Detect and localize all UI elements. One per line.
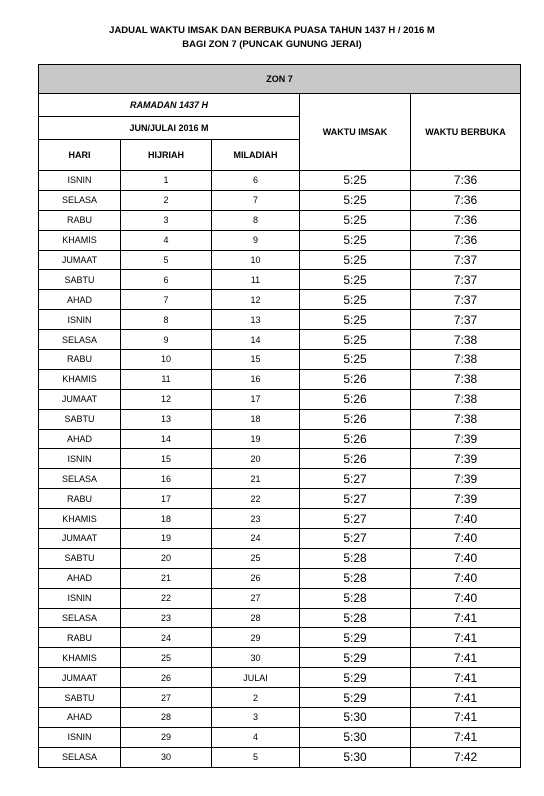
miladiah-cell: 19 <box>212 429 300 449</box>
table-row <box>39 369 521 389</box>
imsak-cell: 5:25 <box>300 270 411 290</box>
imsak-cell: 5:28 <box>300 548 411 568</box>
hari-cell: JUMAAT <box>39 250 121 270</box>
hari-cell: ISNIN <box>39 588 121 608</box>
hari-cell: AHAD <box>39 429 121 449</box>
hijriah-cell: 27 <box>121 688 212 708</box>
hijriah-cell: 13 <box>121 409 212 429</box>
table-row <box>39 668 521 688</box>
table-row <box>39 548 521 568</box>
hari-cell: JUMAAT <box>39 389 121 409</box>
berbuka-cell: 7:40 <box>411 509 521 529</box>
hijriah-column-header: HIJRIAH <box>121 140 212 171</box>
imsak-cell: 5:27 <box>300 509 411 529</box>
imsak-cell: 5:25 <box>300 350 411 370</box>
imsak-cell: 5:25 <box>300 290 411 310</box>
table-row <box>39 350 521 370</box>
hari-cell: ISNIN <box>39 171 121 191</box>
imsak-cell: 5:29 <box>300 648 411 668</box>
berbuka-cell: 7:38 <box>411 409 521 429</box>
imsak-cell: 5:28 <box>300 568 411 588</box>
hijriah-cell: 20 <box>121 548 212 568</box>
berbuka-cell: 7:39 <box>411 449 521 469</box>
table-row <box>39 628 521 648</box>
hijriah-cell: 21 <box>121 568 212 588</box>
hari-cell: KHAMIS <box>39 648 121 668</box>
table-row <box>39 747 521 767</box>
imsak-cell: 5:30 <box>300 727 411 747</box>
berbuka-cell: 7:36 <box>411 171 521 191</box>
imsak-cell: 5:25 <box>300 190 411 210</box>
berbuka-cell: 7:40 <box>411 529 521 549</box>
hari-cell: SABTU <box>39 409 121 429</box>
table-row <box>39 409 521 429</box>
imsak-cell: 5:25 <box>300 210 411 230</box>
hari-cell: SELASA <box>39 190 121 210</box>
table-row <box>39 270 521 290</box>
imsak-cell: 5:25 <box>300 230 411 250</box>
imsak-cell: 5:27 <box>300 489 411 509</box>
miladiah-cell: 28 <box>212 608 300 628</box>
hari-column-header: HARI <box>39 140 121 171</box>
imsak-cell: 5:25 <box>300 310 411 330</box>
miladiah-cell: 2 <box>212 688 300 708</box>
hari-cell: SELASA <box>39 330 121 350</box>
table-row <box>39 389 521 409</box>
imsak-column-header: WAKTU IMSAK <box>300 94 411 171</box>
hijriah-cell: 7 <box>121 290 212 310</box>
hijriah-cell: 23 <box>121 608 212 628</box>
hari-cell: AHAD <box>39 568 121 588</box>
imsak-cell: 5:26 <box>300 449 411 469</box>
table-row <box>39 529 521 549</box>
table-row <box>39 171 521 191</box>
hijriah-cell: 17 <box>121 489 212 509</box>
berbuka-cell: 7:37 <box>411 310 521 330</box>
hijriah-cell: 2 <box>121 190 212 210</box>
berbuka-cell: 7:41 <box>411 648 521 668</box>
hari-cell: KHAMIS <box>39 230 121 250</box>
berbuka-cell: 7:38 <box>411 330 521 350</box>
hari-cell: ISNIN <box>39 727 121 747</box>
table-row <box>39 489 521 509</box>
miladiah-cell: 3 <box>212 708 300 728</box>
hari-cell: SABTU <box>39 270 121 290</box>
table-row <box>39 509 521 529</box>
hijriah-cell: 10 <box>121 350 212 370</box>
table-row <box>39 568 521 588</box>
miladiah-cell: 17 <box>212 389 300 409</box>
table-row <box>39 648 521 668</box>
table-row <box>39 230 521 250</box>
hijriah-cell: 15 <box>121 449 212 469</box>
hijriah-cell: 6 <box>121 270 212 290</box>
berbuka-cell: 7:36 <box>411 230 521 250</box>
hijriah-cell: 8 <box>121 310 212 330</box>
table-row <box>39 469 521 489</box>
imsak-cell: 5:29 <box>300 628 411 648</box>
berbuka-cell: 7:38 <box>411 389 521 409</box>
imsak-cell: 5:25 <box>300 330 411 350</box>
table-row <box>39 588 521 608</box>
imsak-cell: 5:26 <box>300 429 411 449</box>
berbuka-cell: 7:38 <box>411 350 521 370</box>
hijriah-cell: 1 <box>121 171 212 191</box>
hari-cell: SABTU <box>39 548 121 568</box>
hari-cell: AHAD <box>39 708 121 728</box>
hijriah-cell: 12 <box>121 389 212 409</box>
berbuka-cell: 7:41 <box>411 608 521 628</box>
imsak-cell: 5:27 <box>300 529 411 549</box>
miladiah-cell: 29 <box>212 628 300 648</box>
berbuka-cell: 7:40 <box>411 568 521 588</box>
table-row <box>39 310 521 330</box>
miladiah-cell: JULAI <box>212 668 300 688</box>
schedule-table <box>38 64 521 768</box>
imsak-cell: 5:25 <box>300 250 411 270</box>
berbuka-cell: 7:37 <box>411 270 521 290</box>
imsak-cell: 5:30 <box>300 708 411 728</box>
table-row <box>39 429 521 449</box>
miladiah-cell: 6 <box>212 171 300 191</box>
imsak-cell: 5:26 <box>300 369 411 389</box>
hari-cell: KHAMIS <box>39 369 121 389</box>
miladiah-cell: 22 <box>212 489 300 509</box>
miladiah-cell: 26 <box>212 568 300 588</box>
hari-cell: RABU <box>39 210 121 230</box>
hijriah-cell: 25 <box>121 648 212 668</box>
hijriah-cell: 5 <box>121 250 212 270</box>
hijriah-cell: 30 <box>121 747 212 767</box>
hijriah-cell: 22 <box>121 588 212 608</box>
hari-cell: RABU <box>39 350 121 370</box>
miladiah-cell: 30 <box>212 648 300 668</box>
hari-cell: SABTU <box>39 688 121 708</box>
table-row <box>39 210 521 230</box>
miladiah-cell: 4 <box>212 727 300 747</box>
miladiah-cell: 12 <box>212 290 300 310</box>
hari-cell: RABU <box>39 628 121 648</box>
hari-cell: ISNIN <box>39 449 121 469</box>
berbuka-cell: 7:41 <box>411 708 521 728</box>
hari-cell: KHAMIS <box>39 509 121 529</box>
month-header: JUN/JULAI 2016 M <box>39 117 300 140</box>
table-row <box>39 449 521 469</box>
hijriah-cell: 14 <box>121 429 212 449</box>
miladiah-cell: 21 <box>212 469 300 489</box>
berbuka-cell: 7:40 <box>411 588 521 608</box>
table-row <box>39 608 521 628</box>
imsak-cell: 5:27 <box>300 469 411 489</box>
table-row <box>39 688 521 708</box>
berbuka-cell: 7:39 <box>411 489 521 509</box>
berbuka-column-header: WAKTU BERBUKA <box>411 94 521 171</box>
berbuka-cell: 7:41 <box>411 628 521 648</box>
miladiah-cell: 16 <box>212 369 300 389</box>
miladiah-cell: 20 <box>212 449 300 469</box>
hari-cell: SELASA <box>39 469 121 489</box>
imsak-cell: 5:28 <box>300 608 411 628</box>
hijriah-cell: 19 <box>121 529 212 549</box>
hari-cell: SELASA <box>39 608 121 628</box>
hijriah-cell: 11 <box>121 369 212 389</box>
berbuka-cell: 7:41 <box>411 688 521 708</box>
berbuka-cell: 7:37 <box>411 250 521 270</box>
miladiah-cell: 7 <box>212 190 300 210</box>
berbuka-cell: 7:36 <box>411 210 521 230</box>
hijriah-cell: 4 <box>121 230 212 250</box>
imsak-cell: 5:29 <box>300 668 411 688</box>
table-row <box>39 330 521 350</box>
table-row <box>39 727 521 747</box>
miladiah-cell: 5 <box>212 747 300 767</box>
hijriah-cell: 28 <box>121 708 212 728</box>
table-row <box>39 290 521 310</box>
hijriah-cell: 24 <box>121 628 212 648</box>
hari-cell: ISNIN <box>39 310 121 330</box>
miladiah-cell: 24 <box>212 529 300 549</box>
miladiah-cell: 23 <box>212 509 300 529</box>
miladiah-cell: 15 <box>212 350 300 370</box>
hijriah-cell: 16 <box>121 469 212 489</box>
miladiah-column-header: MILADIAH <box>212 140 300 171</box>
zone-header: ZON 7 <box>39 65 521 94</box>
berbuka-cell: 7:41 <box>411 668 521 688</box>
table-row <box>39 250 521 270</box>
miladiah-cell: 27 <box>212 588 300 608</box>
imsak-cell: 5:28 <box>300 588 411 608</box>
hijriah-cell: 29 <box>121 727 212 747</box>
hijriah-cell: 18 <box>121 509 212 529</box>
document-subtitle: BAGI ZON 7 (PUNCAK GUNUNG JERAI) <box>182 39 362 50</box>
hari-cell: AHAD <box>39 290 121 310</box>
miladiah-cell: 25 <box>212 548 300 568</box>
miladiah-cell: 8 <box>212 210 300 230</box>
berbuka-cell: 7:42 <box>411 747 521 767</box>
imsak-cell: 5:26 <box>300 389 411 409</box>
miladiah-cell: 10 <box>212 250 300 270</box>
hijriah-cell: 3 <box>121 210 212 230</box>
table-row <box>39 190 521 210</box>
table-row <box>39 708 521 728</box>
berbuka-cell: 7:36 <box>411 190 521 210</box>
miladiah-cell: 11 <box>212 270 300 290</box>
ramadan-header: RAMADAN 1437 H <box>39 94 300 117</box>
hari-cell: SELASA <box>39 747 121 767</box>
berbuka-cell: 7:38 <box>411 369 521 389</box>
berbuka-cell: 7:39 <box>411 469 521 489</box>
miladiah-cell: 13 <box>212 310 300 330</box>
imsak-cell: 5:30 <box>300 747 411 767</box>
table-body <box>39 171 521 768</box>
imsak-cell: 5:29 <box>300 688 411 708</box>
berbuka-cell: 7:39 <box>411 429 521 449</box>
berbuka-cell: 7:37 <box>411 290 521 310</box>
imsak-cell: 5:26 <box>300 409 411 429</box>
imsak-cell: 5:25 <box>300 171 411 191</box>
hari-cell: RABU <box>39 489 121 509</box>
hari-cell: JUMAAT <box>39 529 121 549</box>
hijriah-cell: 9 <box>121 330 212 350</box>
document-title: JADUAL WAKTU IMSAK DAN BERBUKA PUASA TAHUN 1437 H / 2016 M <box>109 25 435 36</box>
miladiah-cell: 18 <box>212 409 300 429</box>
miladiah-cell: 14 <box>212 330 300 350</box>
hari-cell: JUMAAT <box>39 668 121 688</box>
berbuka-cell: 7:40 <box>411 548 521 568</box>
berbuka-cell: 7:41 <box>411 727 521 747</box>
hijriah-cell: 26 <box>121 668 212 688</box>
miladiah-cell: 9 <box>212 230 300 250</box>
